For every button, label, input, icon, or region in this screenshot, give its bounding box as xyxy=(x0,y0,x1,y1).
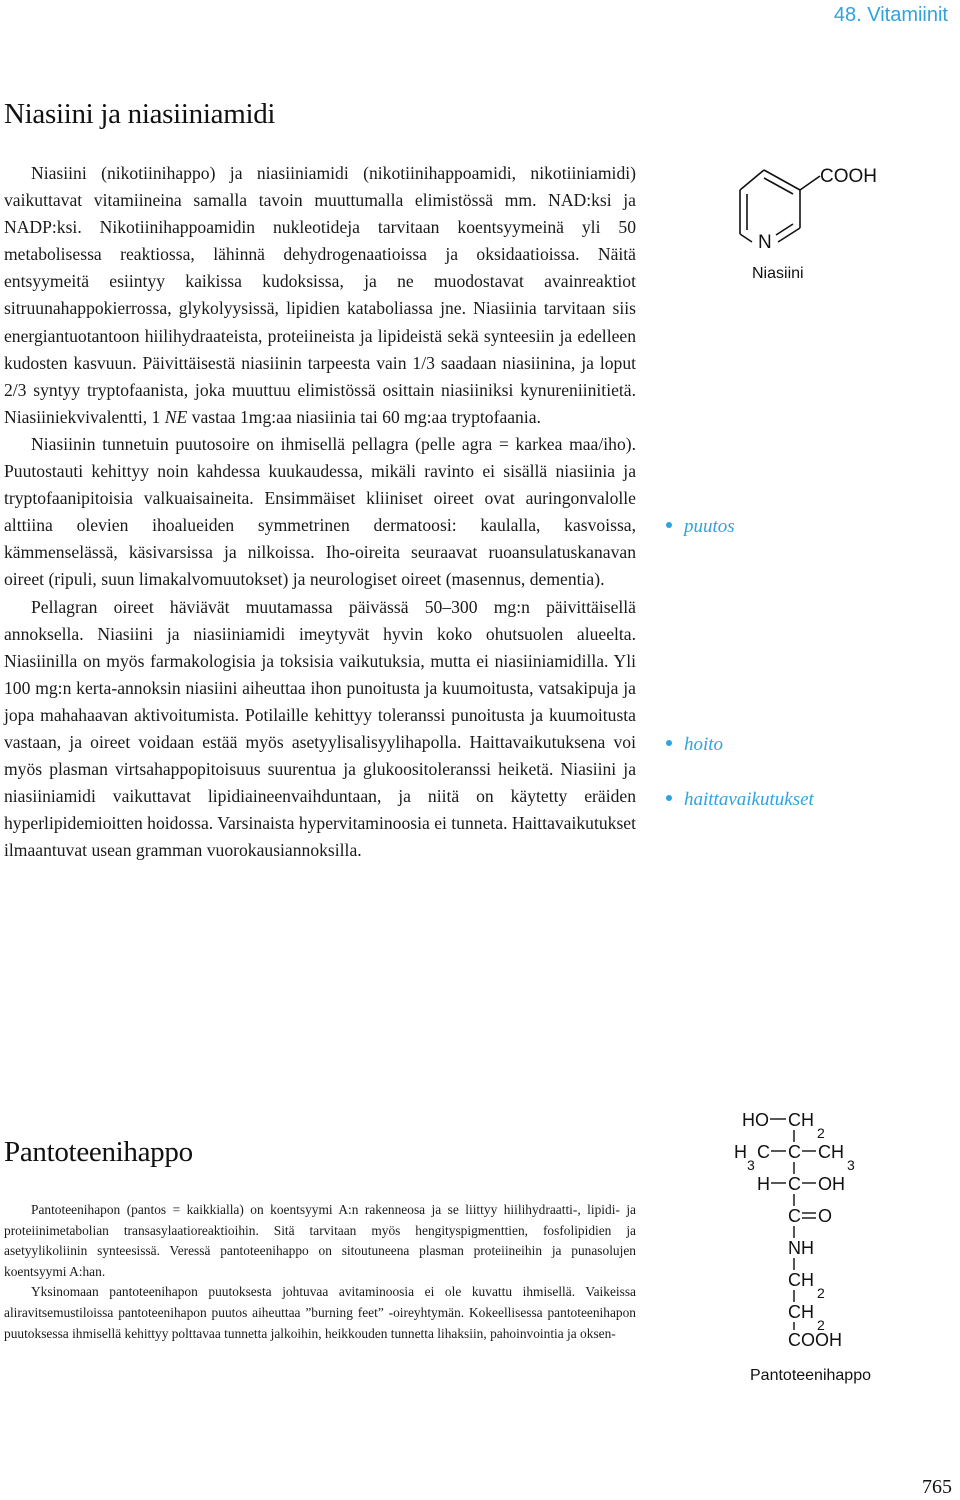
paragraph xyxy=(4,160,636,431)
cooh-label: COOH xyxy=(788,1330,842,1350)
bullet-icon xyxy=(666,795,672,801)
paragraph-text: Niasiini (nikotiinihappo) ja niasiiniamidi (nikotiinihappoamidi, nikotiiniamidi) vaikuttavat vitamiineina samalla tavoin muuttumalla elimistössä mm. NAD:ksi ja NADP:ksi. Nikotiinihappoamidin nukleotideja tarvitaan koentsyymeinä yli 50 metabolisessa reaktiossa, lähinnä dehydrogenaatioissa ja oksidaatioissa. Näitä entsyymeitä esiintyy kaikissa kudoksissa, ja ne muodostavat avainreaktiot sitruunahappokierrossa, glykolyysissä, lipidien kataboliassa jne. Niasiinia tarvitaan siis energiantuotantoon hiilihydraateista, proteiineista ja lipideistä sekä synteesiin ja edelleen kudosten kasvuun. Päivittäisestä niasiinin tarpeesta vain 1/3 saadaan niasiinina, ja loput 2/3 syntyy tryptofaanista, joka muuttuu elimistössä osittain niasiiniksi kynureniinitietä. Niasiiniekvivalentti, 1 xyxy=(4,163,636,427)
h-label: H xyxy=(734,1142,747,1162)
paragraph: Niasiinin tunnetuin puutosoire on ihmisellä pellagra (pelle agra = karkea maa/iho). Puutostauti kehittyy noin kahdessa kuukaudessa, mikäli ravinto ei sisällä niasiinia ja tryptofaanipitoisia valkuaisaineita. Ensimmäiset kliiniset oireet ovat auringonvalolle alttiina olevien ihoalueiden symmetrinen dermatoosi: kaulalla, kasvoissa, kämmenselässä, käsivarsissa ja nilkoissa. Iho-oireita seuraavat ruoansulatuskanavan oireet (ripuli, suun limakalvomuutokset) ja neurologiset oireet (masennus, dementia). xyxy=(4,433,636,590)
margin-note-hoito: hoito xyxy=(666,734,723,756)
niacin-structure xyxy=(720,150,940,290)
h-label: H xyxy=(757,1174,770,1194)
nh-label: NH xyxy=(788,1238,814,1258)
paragraph: Yksinomaan pantoteenihapon puutoksesta johtuvaa avitaminoosia ei ole kuvattu ihmisellä. Vaikeissa aliravitsemustiloissa pantoteenihapon puutos aiheuttaa ”burning feet” -oireyhtymän. Kokeellisessa pantoteenihapon puutoksessa ihmisellä kehittyy polttavaa tunnetta jalkoihin, heikkouden tunnetta lihaksiin, pahoinvointia ja oksen- xyxy=(4,1284,636,1341)
ch-label: CH xyxy=(788,1302,814,1322)
c-label: C xyxy=(757,1142,770,1162)
pantothenic-body xyxy=(4,1200,636,1344)
c-label: C xyxy=(788,1142,801,1162)
subscript-label: 3 xyxy=(847,1157,855,1173)
oh-label: OH xyxy=(818,1174,845,1194)
niacin-body xyxy=(4,160,636,864)
margin-note-haittavaikutukset: haittavaikutukset xyxy=(666,789,814,811)
section-title-niacin: Niasiini ja niasiiniamidi xyxy=(4,98,276,130)
c-label: C xyxy=(788,1174,801,1194)
margin-note-puutos: puutos xyxy=(666,516,735,538)
bullet-icon xyxy=(666,740,672,746)
niacin-caption: Niasiini xyxy=(752,265,804,282)
section-title-pantothenic: Pantoteenihappo xyxy=(4,1136,193,1168)
subscript-label: 3 xyxy=(747,1157,755,1173)
ch-label: CH xyxy=(818,1142,844,1162)
subscript-label: 2 xyxy=(817,1317,825,1333)
bullet-icon xyxy=(666,522,672,528)
cooh-label: COOH xyxy=(820,166,877,187)
paragraph: Pantoteenihapon (pantos = kaikkialla) on koentsyymi A:n rakenneosa ja se liittyy hiilihydraatti-, lipidi- ja proteiinimetabolian transasylaatioreaktioihin. Sitä tarvitaan myös hengityspigmenttien, fosfolipidien ja asetyylikoliinin synteesissä. Veressä pantoteenihappo on sitoutuneena plasman proteiineihin ja punasolujen koentsyymi A:han. xyxy=(4,1202,636,1279)
paragraph-text-tail: vastaa 1mg:aa niasiinia tai 60 mg:aa tryptofaania. xyxy=(187,406,541,427)
paragraph: Pellagran oireet häviävät muutamassa päivässä 50–300 mg:n päivittäisellä annoksella. Niasiini ja niasiiniamidi imeytyvät hyvin koko ohutsuolen alueelta. Niasiinilla on myös farmakologisia ja toksisia vaikutuksia, mutta ei niasiiniamidilla. Yli 100 mg:n kerta-annoksin niasiini aiheuttaa ihon punoitusta ja kuumoitusta, vatsakipuja ja jopa mahahaavan aktivoitumista. Potilaille kehittyy toleranssi punoitusta ja kuumoitusta vastaan, ja oireet voidaan estää myös asetyylisalisyylihapolla. Haittavaikutuksena voi myös plasman virtsahappopitoisuus suurentua ja glukoositoleranssi heiketä. Niasiini ja niasiiniamidi vaikuttavat lipidiaineenvaihduntaan, ja niitä on käytetty eräiden hyperlipidemioitten hoidossa. Varsinaista hypervitaminoosia ei tunneta. Haittavaikutukset ilmaantuvat usean gramman vuorokausiannoksilla. xyxy=(4,596,636,861)
ho-label: HO xyxy=(742,1110,769,1130)
page-number: 765 xyxy=(922,1476,952,1498)
ne-abbreviation: NE xyxy=(164,406,188,427)
pantothenic-acid-structure xyxy=(730,1098,930,1388)
ch-label: CH xyxy=(788,1270,814,1290)
c-label: C xyxy=(788,1206,801,1226)
nitrogen-label: N xyxy=(758,232,772,253)
o-label: O xyxy=(818,1206,833,1226)
subscript-label: 2 xyxy=(817,1125,825,1141)
subscript-label: 2 xyxy=(817,1285,825,1301)
pantothenic-caption: Pantoteenihappo xyxy=(750,1367,871,1384)
ch-label: CH xyxy=(788,1110,814,1130)
chapter-header: 48. Vitamiinit xyxy=(833,4,948,26)
